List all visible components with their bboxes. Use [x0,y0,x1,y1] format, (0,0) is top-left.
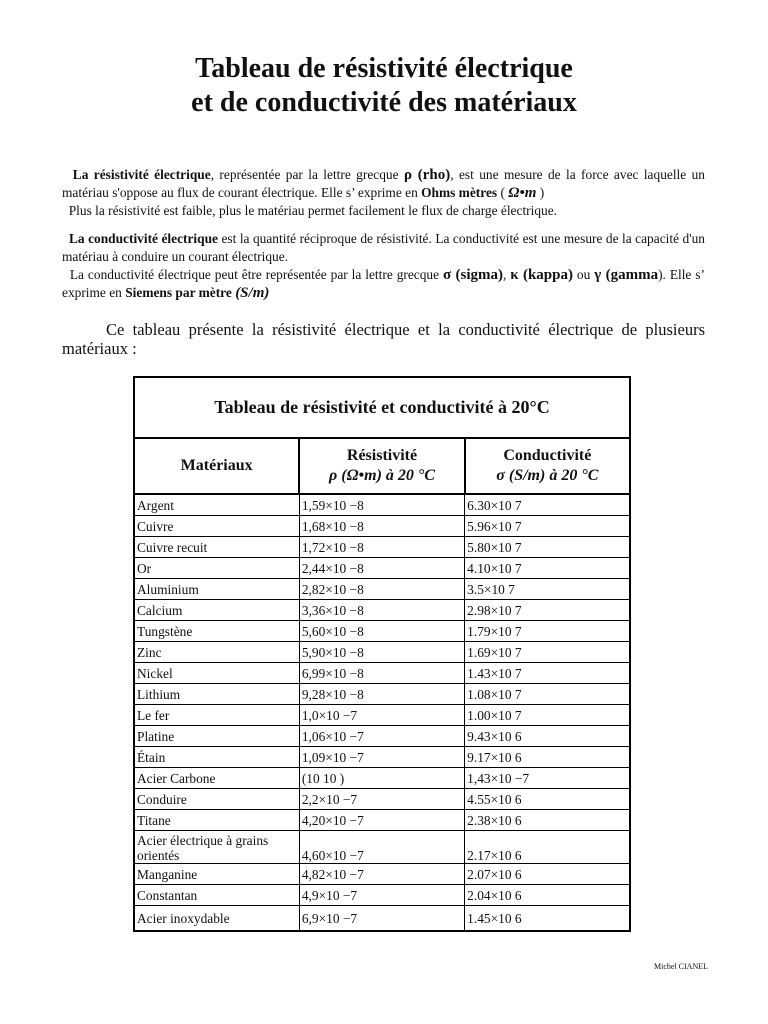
table-row [134,831,630,864]
conductivity-cell: 3.5×10 7 [465,579,630,600]
resistivity-cell: 1,06×10 −7 [299,726,464,747]
table-row [134,768,630,789]
material-cell: Manganine [134,864,299,885]
table-intro-paragraph [62,320,705,358]
table-row [134,494,630,516]
conductivity-cell: 2.38×10 6 [465,810,630,831]
conductivity-cell: 1.43×10 7 [465,663,630,684]
conductivity-cell: 2.07×10 6 [465,864,630,885]
material-cell: Cuivre recuit [134,537,299,558]
resistivity-cell: 1,09×10 −7 [299,747,464,768]
resistivity-term: La résistivité électrique [72,167,211,182]
material-cell: Conduire [134,789,299,810]
table-row [134,516,630,537]
header-resistivity [299,438,464,494]
conductivity-cell: 1.00×10 7 [465,705,630,726]
resistivity-note: Plus la résistivité est faible, plus le matériau permet facilement le flux de charge électrique. [68,203,558,218]
text-run: ). Elle s’ exprime en [62,267,705,300]
title-line-2: et de conductivité des matériaux [191,87,577,118]
conductivity-cell: 2.04×10 6 [465,885,630,906]
material-cell: Acier Carbone [134,768,299,789]
resistivity-cell: 1,0×10 −7 [299,705,464,726]
resistivity-table [133,376,631,932]
resistivity-cell: 1,59×10 −8 [299,494,464,516]
page-title [0,52,768,120]
table-intro-text: Ce tableau présente la résistivité électrique et la conductivité électrique de plusieurs matériaux : [62,320,705,358]
text-run: ( [497,185,509,200]
conductivity-cell: 1.79×10 7 [465,621,630,642]
material-cell: Zinc [134,642,299,663]
material-cell: Calcium [134,600,299,621]
material-cell: Nickel [134,663,299,684]
siemens-unit: Siemens par mètre [125,285,232,300]
resistivity-cell: (10 10 ) [299,768,464,789]
text-run: est la quantité réciproque de résistivité. La conductivité est une mesure de la capacité d'un matériau à conduire un courant électrique. [62,231,705,264]
table-row [134,684,630,705]
rho-symbol: ρ (rho) [403,167,451,183]
header-resistivity-unit: ρ (Ω•m) à 20 °C [329,467,435,484]
resistivity-cell: 3,36×10 −8 [299,600,464,621]
material-cell: Cuivre [134,516,299,537]
table-row [134,906,630,932]
table-row [134,789,630,810]
material-cell: Or [134,558,299,579]
sigma-symbol: σ (sigma) [443,267,503,283]
material-cell: Platine [134,726,299,747]
table-row [134,600,630,621]
material-cell: Acier électrique à grains orientés [134,831,299,864]
text-run: , représentée par la lettre grecque [210,167,404,182]
resistivity-cell: 6,99×10 −8 [299,663,464,684]
table-row [134,642,630,663]
ohm-meter-symbol: Ω•m [508,185,537,201]
text-run: La conductivité électrique peut être représentée par la lettre grecque [69,267,444,282]
text-run: , est une mesure de la force avec laquelle un matériau s'oppose au flux de courant électrique. Elle s’ exprime en [62,167,705,200]
conductivity-paragraph [62,230,705,302]
header-materials: Matériaux [134,438,299,494]
conductivity-cell: 4.55×10 6 [465,789,630,810]
text-run: ou [572,267,595,282]
siemens-symbol: (S/m) [235,285,270,301]
table-body [134,494,630,931]
resistivity-cell: 9,28×10 −8 [299,684,464,705]
conductivity-cell: 1.45×10 6 [465,906,630,932]
resistivity-cell: 5,60×10 −8 [299,621,464,642]
resistivity-cell: 2,44×10 −8 [299,558,464,579]
conductivity-cell: 1,43×10 −7 [465,768,630,789]
kappa-symbol: κ (kappa) [510,267,573,283]
ohm-meter-unit: Ohms mètres [421,185,498,200]
table-row [134,579,630,600]
table-row [134,663,630,684]
conductivity-cell: 5.96×10 7 [465,516,630,537]
material-cell: Aluminium [134,579,299,600]
material-cell: Le fer [134,705,299,726]
conductivity-cell: 1.08×10 7 [465,684,630,705]
author-footer: Michel CIANEL [654,962,708,971]
table-row [134,726,630,747]
text-run: ) [536,185,545,200]
material-cell: Constantan [134,885,299,906]
material-cell: Lithium [134,684,299,705]
conductivity-cell: 6.30×10 7 [465,494,630,516]
table-row [134,885,630,906]
resistivity-cell: 4,20×10 −7 [299,810,464,831]
resistivity-cell: 2,82×10 −8 [299,579,464,600]
header-conductivity [465,438,630,494]
conductivity-cell: 2.17×10 6 [465,831,630,864]
material-cell: Tungstène [134,621,299,642]
resistivity-cell: 1,68×10 −8 [299,516,464,537]
resistivity-cell: 4,82×10 −7 [299,864,464,885]
conductivity-cell: 2.98×10 7 [465,600,630,621]
resistivity-cell: 1,72×10 −8 [299,537,464,558]
conductivity-cell: 9.17×10 6 [465,747,630,768]
material-cell: Argent [134,494,299,516]
table-row [134,810,630,831]
resistivity-cell: 4,60×10 −7 [299,831,464,864]
material-cell: Étain [134,747,299,768]
header-conductivity-unit: σ (S/m) à 20 °C [496,467,599,484]
material-cell: Titane [134,810,299,831]
table-row [134,558,630,579]
conductivity-cell: 4.10×10 7 [465,558,630,579]
resistivity-cell: 6,9×10 −7 [299,906,464,932]
table-row [134,537,630,558]
conductivity-cell: 9.43×10 6 [465,726,630,747]
conductivity-cell: 5.80×10 7 [465,537,630,558]
table-row [134,747,630,768]
header-resistivity-title: Résistivité [346,447,418,464]
conductivity-cell: 1.69×10 7 [465,642,630,663]
conductivity-term: La conductivité électrique [68,231,218,246]
resistivity-cell: 2,2×10 −7 [299,789,464,810]
resistivity-cell: 4,9×10 −7 [299,885,464,906]
header-conductivity-title: Conductivité [503,447,592,464]
material-cell: Acier inoxydable [134,906,299,932]
table-row [134,621,630,642]
resistivity-paragraph [62,166,705,220]
table-caption: Tableau de résistivité et conductivité à 20°C [134,377,630,438]
table-row [134,705,630,726]
table-row [134,864,630,885]
gamma-symbol: γ (gamma [594,267,659,283]
resistivity-cell: 5,90×10 −8 [299,642,464,663]
title-line-1: Tableau de résistivité électrique [195,53,573,84]
text-run: , [503,267,511,282]
